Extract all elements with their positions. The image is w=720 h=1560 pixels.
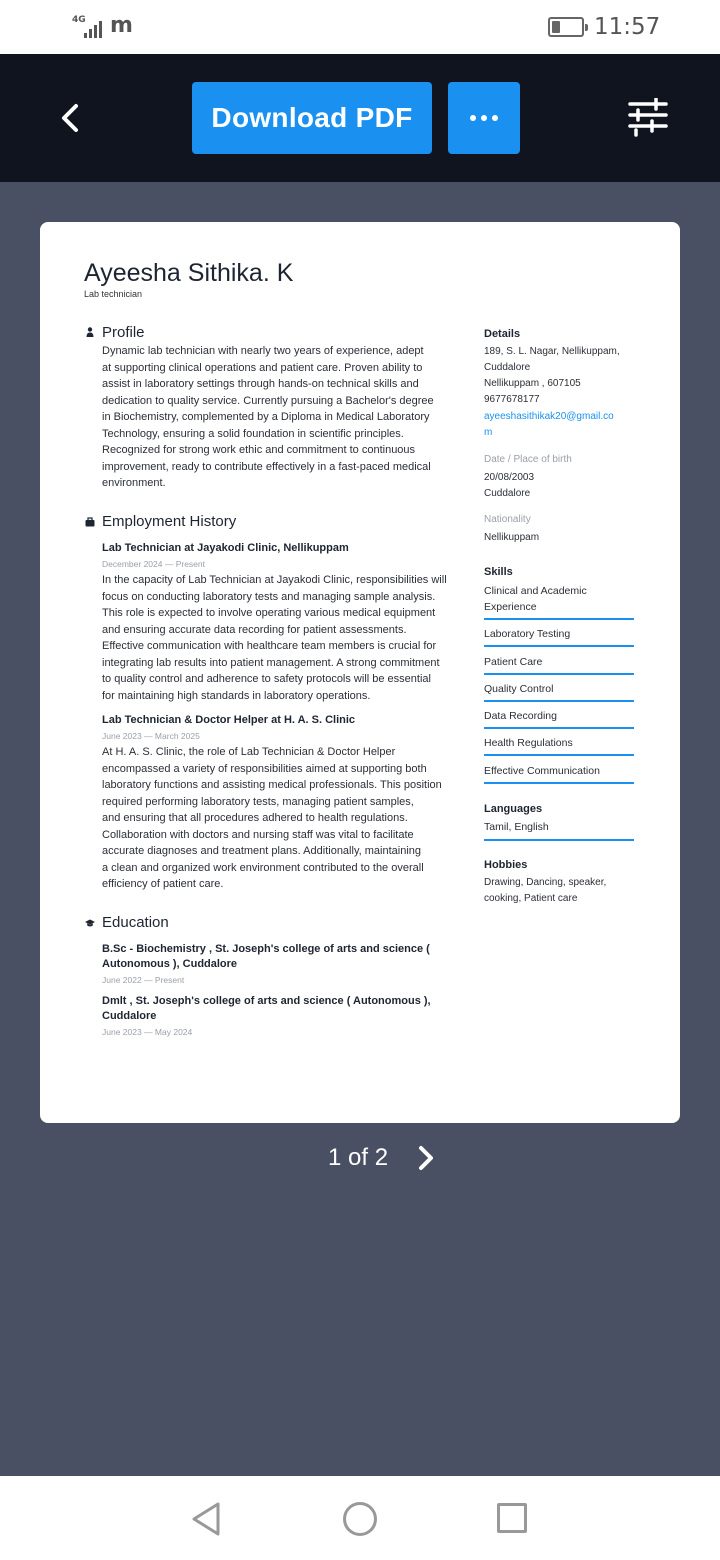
network-type: 4G <box>72 15 86 25</box>
dob-label: Date / Place of birth <box>484 454 572 465</box>
education-title-1: B.Sc - Biochemistry , St. Joseph's college of arts and science ( Autonomous ), Cuddalore <box>102 943 430 970</box>
job-description-1: In the capacity of Lab Technician at Jayakodi Clinic, responsibilities will focus on conducting laboratory tests and managing sample analysis. This role is expected to involve operating various medical equipment and ensuring accurate data recording for patient assessments. Effective communication with healthcare team members is crucial for integrating lab results into patient management. A strong commitment to quality control and adherence to safety protocols will be essential for maintaining high standards in laboratory operations. <box>102 574 447 702</box>
chevron-right-icon <box>412 1142 440 1174</box>
skill-level-bar <box>484 754 634 756</box>
skill-item: Quality Control <box>484 683 554 695</box>
clock: 11:57 <box>594 14 661 40</box>
battery-icon <box>548 17 584 37</box>
skill-item: Effective Communication <box>484 765 600 777</box>
resume-page <box>40 222 680 1123</box>
hobbies-heading: Hobbies <box>484 859 528 871</box>
education-dates-1: June 2022 — Present <box>102 975 185 985</box>
education-dates-2: June 2023 — May 2024 <box>102 1027 193 1037</box>
skill-level-bar <box>484 782 634 784</box>
hobbies-text: Drawing, Dancing, speaker, cooking, Patient care <box>484 877 607 904</box>
sliders-icon <box>626 98 670 138</box>
languages-heading: Languages <box>484 803 543 815</box>
page-indicator: 1 of 2 <box>328 1144 389 1171</box>
chevron-left-icon <box>44 92 96 144</box>
graduation-cap-icon <box>85 918 95 928</box>
details-address: 189, S. L. Nagar, Nellikuppam, Cuddalore Nellikuppam , 607105 9677678177 <box>484 346 620 405</box>
carrier-icon: m <box>110 13 133 38</box>
education-heading: Education <box>102 914 169 931</box>
email-link[interactable]: ayeeshasithikak20@gmail.co m <box>484 411 614 438</box>
job-description-2: At H. A. S. Clinic, the role of Lab Technician & Doctor Helper encompassed a variety of responsibilities aimed at supporting both laboratory functions and assisting medical professionals. This position required performing laboratory tests, managing patient samples, and ensuring that all procedures adhered to health regulations. Collaboration with doctors and nursing staff was vital to facilitate accurate diagnoses and treatment plans. Additionally, maintaining a clean and organized work environment contributed to the overall efficiency of patient care. <box>102 746 442 890</box>
nav-back-button[interactable] <box>186 1500 226 1538</box>
profile-heading: Profile <box>102 324 145 341</box>
job-title-2: Lab Technician & Doctor Helper at H. A. S. Clinic <box>102 714 356 726</box>
signal-icon <box>72 16 106 38</box>
skills-heading: Skills <box>484 566 513 578</box>
nav-recents-button[interactable] <box>497 1503 527 1533</box>
skill-level-bar <box>484 645 634 647</box>
skill-level-bar <box>484 727 634 729</box>
dob-value: 20/08/2003 Cuddalore <box>484 472 535 499</box>
settings-button[interactable] <box>626 98 670 138</box>
nav-home-button[interactable] <box>343 1502 377 1536</box>
job-title-1: Lab Technician at Jayakodi Clinic, Nellikuppam <box>102 542 349 554</box>
skill-level-bar <box>484 673 634 675</box>
language-level-bar <box>484 839 634 841</box>
language-item: Tamil, English <box>484 821 549 833</box>
download-pdf-button[interactable]: Download PDF <box>192 82 432 154</box>
resume-name: Ayeesha Sithika. K <box>84 259 294 287</box>
employment-heading: Employment History <box>102 513 237 530</box>
skill-item: Laboratory Testing <box>484 628 571 640</box>
details-heading: Details <box>484 328 521 340</box>
skill-level-bar <box>484 700 634 702</box>
triangle-back-icon <box>186 1500 226 1538</box>
status-bar <box>0 0 720 54</box>
job-dates-2: June 2023 — March 2025 <box>102 731 200 741</box>
skill-item: Clinical and Academic Experience <box>484 585 587 613</box>
skill-level-bar <box>484 618 634 620</box>
nationality-label: Nationality <box>484 514 531 525</box>
system-nav-bar <box>0 1476 720 1560</box>
skill-item: Health Regulations <box>484 737 573 749</box>
skill-item: Data Recording <box>484 710 557 722</box>
back-button[interactable] <box>44 92 96 144</box>
more-options-button[interactable] <box>448 82 520 154</box>
toolbar <box>0 54 720 182</box>
next-page-button[interactable] <box>412 1142 440 1174</box>
profile-text: Dynamic lab technician with nearly two years of experience, adept at supporting clinical operations and patient care. Proven ability to assist in laboratory settings through hands-on technical skills and dedication to quality service. Currently pursuing a Bachelor's degree in Biochemistry, complemented by a Diploma in Medical Laboratory Technology, ensuring a solid foundation in scientific principles. Recognized for strong work ethic and commitment to continuous improvement, ready to contribute effectively in a fast-paced medical environment. <box>102 345 434 489</box>
resume-job-title: Lab technician <box>84 289 143 299</box>
job-dates-1: December 2024 — Present <box>102 559 205 569</box>
skill-item: Patient Care <box>484 656 543 668</box>
education-title-2: Dmlt , St. Joseph's college of arts and science ( Autonomous ), Cuddalore <box>102 995 431 1022</box>
nationality-value: Nellikuppam <box>484 532 540 543</box>
briefcase-icon <box>85 517 95 527</box>
person-icon <box>85 327 95 337</box>
